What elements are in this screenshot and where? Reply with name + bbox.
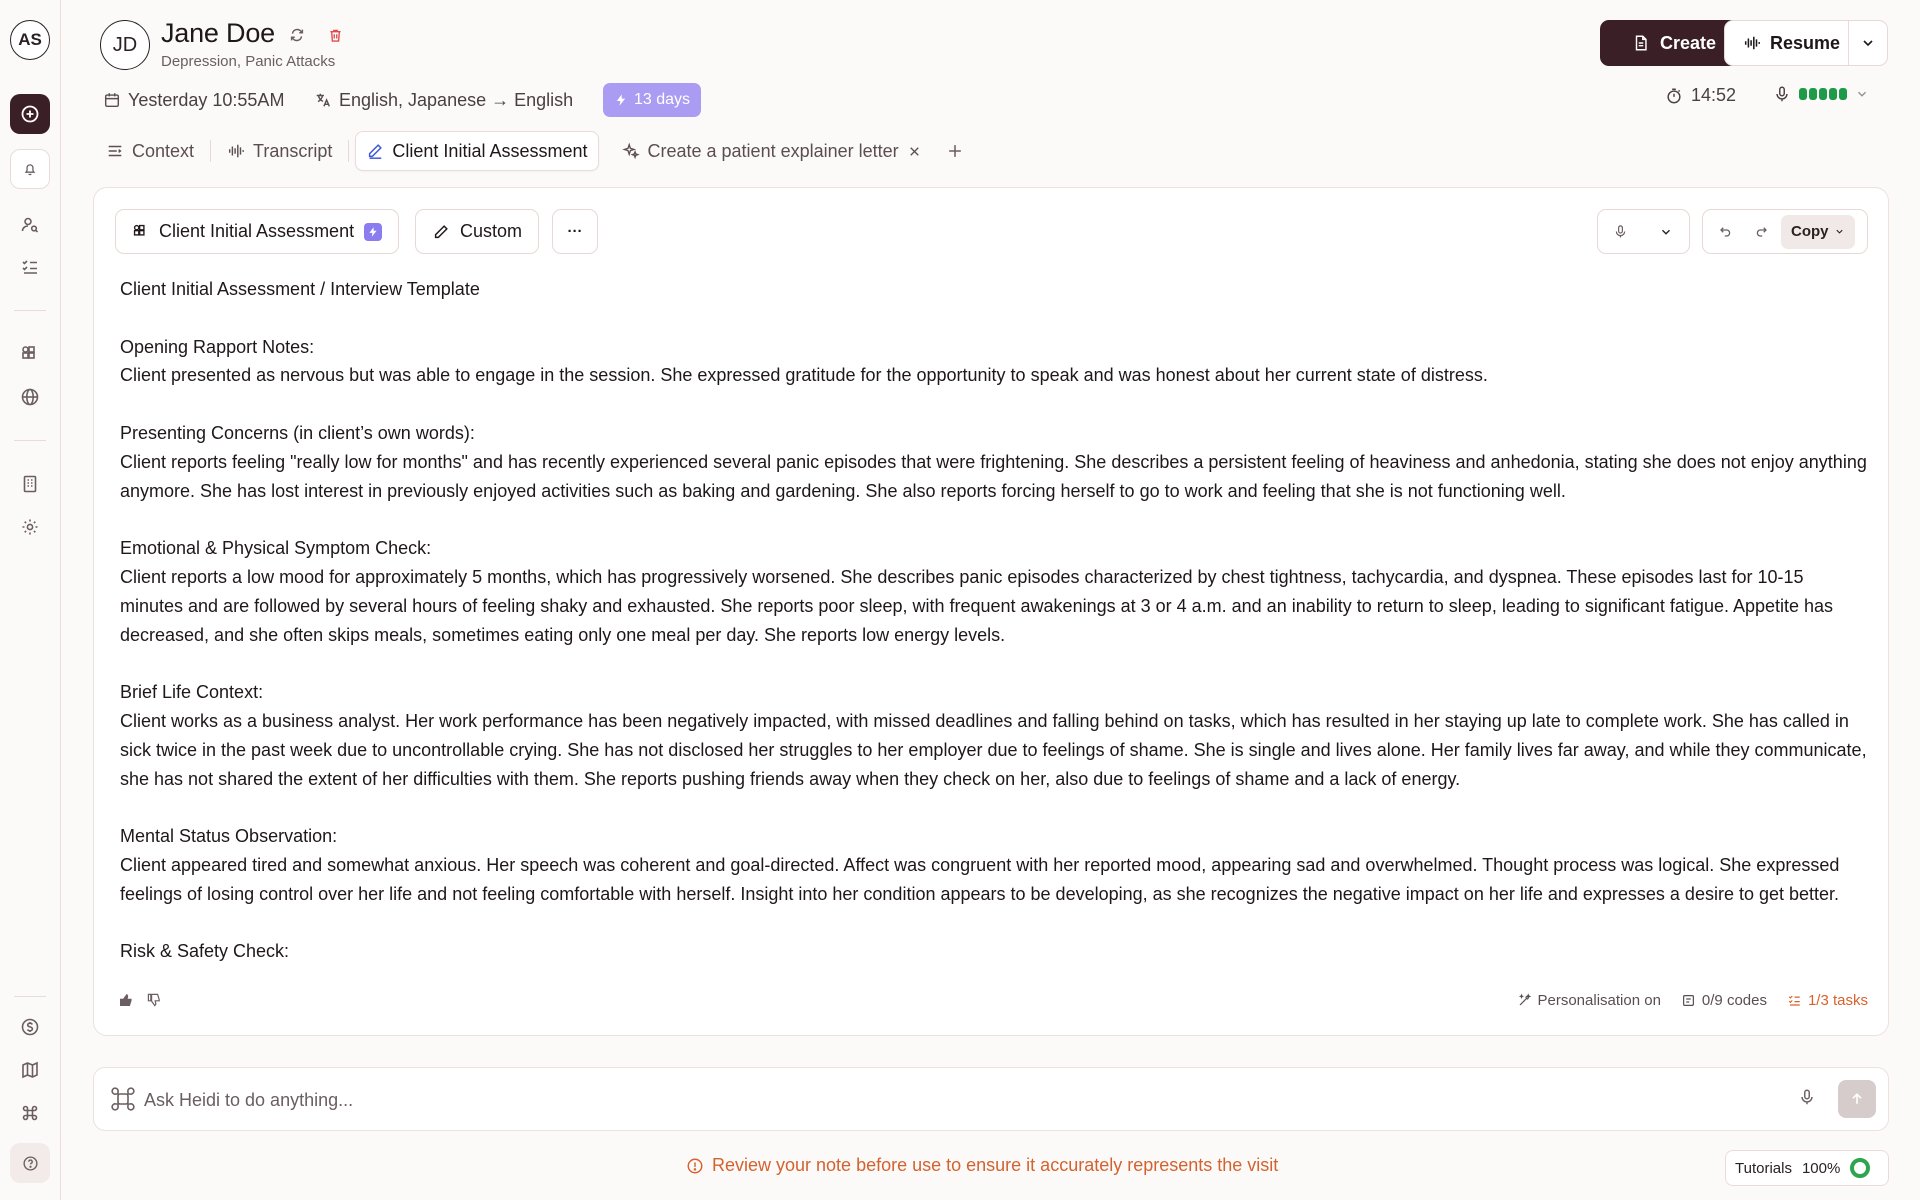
timer-value: 14:52 (1691, 85, 1737, 105)
note-spacer (120, 649, 1870, 678)
waveform-icon (1743, 34, 1761, 52)
task-list-icon (1787, 993, 1802, 1008)
codes-label: 0/9 codes (1701, 992, 1767, 1009)
custom-label: Custom (460, 221, 523, 241)
note-body[interactable] (120, 275, 1870, 975)
redo-icon (1754, 224, 1769, 239)
rail-divider (14, 310, 46, 311)
ask-input[interactable] (144, 1080, 1744, 1120)
ask-heidi-bar (93, 1067, 1889, 1131)
note-paragraph: Emotional & Physical Symptom Check: (120, 538, 432, 559)
waveform-icon (227, 142, 245, 160)
community-button[interactable] (10, 377, 50, 417)
gear-icon (20, 517, 40, 537)
left-rail (0, 0, 61, 1200)
templates-icon (132, 223, 149, 240)
tab-divider (605, 140, 606, 162)
thumbs-up-button[interactable] (118, 992, 134, 1008)
thumbs-down-button[interactable] (146, 992, 162, 1008)
mic-level-indicator (1799, 88, 1847, 100)
note-paragraph: Mental Status Observation: (120, 826, 338, 847)
note-paragraph: Client reports a low mood for approximately 5 months, which has progressively worsened. She describes panic episodes characterized by chest tightness, tachycardia, and dyspnea. These episodes last for 10-15 minutes and are followed by several hours of feeling shaky and exhausted. She reports poor sleep, with frequent awakenings at 3 or 4 a.m. and an inability to return to sleep, leading to significant fatigue. Appetite has decreased, and she often skips meals, sometimes eating only one meal per day. She reports low energy levels. (120, 566, 1839, 645)
codes-button[interactable] (1681, 992, 1767, 1009)
tab-bar (96, 131, 964, 171)
note-spacer (120, 390, 1870, 419)
sync-button[interactable] (287, 25, 307, 45)
microphone-icon (1798, 1088, 1816, 1106)
send-button[interactable] (1838, 1080, 1876, 1118)
notifications-button[interactable] (10, 149, 50, 189)
tasks-button[interactable] (10, 247, 50, 287)
microphone-icon (1613, 224, 1628, 239)
pencil-icon (432, 223, 450, 241)
warning-text: Review your note before use to ensure it accurately represents the visit (712, 1155, 1279, 1175)
delete-session-button[interactable] (325, 25, 345, 45)
sparkles-icon (622, 142, 640, 160)
undo-button[interactable] (1709, 216, 1741, 248)
plus-circle-icon (20, 104, 40, 124)
thumbs-down-icon (146, 992, 162, 1008)
add-tab-button[interactable] (946, 142, 964, 160)
tab-label: Create a patient explainer letter (647, 140, 899, 161)
document-icon (1632, 34, 1650, 52)
copy-button[interactable] (1781, 215, 1855, 249)
templates-icon (20, 344, 40, 364)
translate-icon (314, 91, 332, 109)
shortcuts-button[interactable] (10, 1093, 50, 1133)
ellipsis-icon: ··· (567, 223, 583, 240)
close-icon[interactable] (907, 144, 922, 159)
note-paragraph: Client reports feeling "really low for months" and has recently experienced several panic episodes that were frightening. She describes a persistent feeling of heaviness and anhedonia, stating she does not enjoy anything anymore. She has lost interest in previously enjoyed activities such as baking and gardening. She also reports forcing herself to go to work and feeling that she is not functioning well. (120, 451, 1872, 501)
note-status (1517, 992, 1869, 1009)
template-selector[interactable] (115, 209, 399, 254)
help-button[interactable] (10, 1143, 50, 1183)
dollar-circle-icon (20, 1017, 40, 1037)
tab-divider (210, 140, 211, 162)
note-paragraph: Client appeared tired and somewhat anxious. Her speech was coherent and goal-directed. Affect was congruent with her reported mood, appearing sad and overwhelmed. Thought process was logical. She expressed feelings of losing control over her life and not feeling comfortable with herself. Insight into her condition appears to be developing, as she recognizes the negative impact on her life and expresses a desire to get better. (120, 854, 1845, 904)
resume-main[interactable] (1725, 21, 1849, 65)
create-label: Create (1659, 32, 1717, 53)
template-label: Client Initial Assessment (159, 221, 355, 241)
thumbs-up-icon (118, 992, 134, 1008)
tab-divider (348, 140, 349, 162)
patient-name[interactable]: Jane Doe (161, 18, 275, 48)
tab-label: Context (132, 140, 195, 161)
guides-button[interactable] (10, 1050, 50, 1090)
dictate-button[interactable] (1598, 210, 1644, 253)
redo-button[interactable] (1745, 216, 1777, 248)
billing-button[interactable] (10, 1007, 50, 1047)
calendar-icon (103, 91, 121, 109)
note-paragraph: Opening Rapport Notes: (120, 336, 315, 357)
tasks-label: 1/3 tasks (1807, 992, 1868, 1009)
tasks-button[interactable] (1787, 992, 1868, 1009)
language-label: English, Japanese → English (339, 89, 574, 110)
days-badge-label: 13 days (633, 91, 691, 108)
ai-sparkle-icon (364, 223, 382, 241)
rail-divider (14, 440, 46, 441)
user-avatar[interactable]: AS (10, 20, 50, 60)
note-spacer (120, 304, 1870, 333)
note-paragraph: Brief Life Context: (120, 682, 264, 703)
note-paragraph: Client presented as nervous but was able to engage in the session. She expressed gratitude for the opportunity to speak and was honest about her current state of distress. (120, 365, 1488, 386)
note-paragraph: Client works as a business analyst. Her work performance has been negatively impacted, with missed deadlines and falling behind on tasks, which has resulted in her staying up late to complete work. She has called in sick twice in the past week due to uncontrollable crying. She has not disclosed her struggles to her employer due to feelings of shame. She is single and lives alone. Her family lives far away, and while they communicate, she has not shared the extent of her difficulties with them. She reports pushing friends away when they check on her, also due to feelings of shame and a lack of energy. (120, 710, 1872, 789)
chevron-down-icon (1659, 225, 1673, 239)
dictate-dropdown[interactable] (1644, 210, 1690, 253)
copy-label: Copy (1791, 223, 1829, 240)
heidi-logo-icon (110, 1086, 136, 1112)
tab-label: Transcript (253, 140, 333, 161)
tutorials-progress: 100% (1801, 1159, 1841, 1177)
new-session-button[interactable] (10, 94, 50, 134)
lightning-icon (614, 93, 628, 107)
plus-icon (946, 142, 964, 160)
note-spacer (120, 793, 1870, 822)
tutorials-label: Tutorials (1735, 1159, 1792, 1177)
user-search-icon (20, 215, 40, 235)
checklist-icon (20, 257, 40, 277)
more-options-button[interactable] (552, 209, 598, 254)
stopwatch-icon (1665, 87, 1683, 105)
team-button[interactable] (10, 464, 50, 504)
tab-patient-explainer-letter[interactable] (612, 131, 932, 171)
edit-controls (1702, 209, 1868, 254)
resume-button[interactable] (1724, 20, 1888, 66)
note-paragraph: Client Initial Assessment / Interview Template (120, 279, 480, 299)
tutorials-button[interactable] (1725, 1150, 1889, 1186)
resume-dropdown[interactable] (1849, 35, 1887, 51)
tab-transcript[interactable] (217, 131, 342, 171)
alert-circle-icon (686, 1157, 704, 1175)
codes-icon (1681, 993, 1696, 1008)
note-spacer (120, 909, 1870, 938)
bell-icon (22, 161, 38, 177)
command-icon (20, 1103, 40, 1123)
settings-button[interactable] (10, 507, 50, 547)
days-badge[interactable] (603, 83, 701, 117)
feedback-controls (118, 992, 162, 1008)
chevron-down-icon (1860, 35, 1876, 51)
note-card (93, 187, 1889, 1036)
patient-conditions: Depression, Panic Attacks (161, 53, 336, 70)
trash-icon (327, 27, 344, 44)
patient-avatar: JD (100, 20, 150, 70)
note-paragraph: Risk & Safety Check: (120, 941, 290, 962)
sync-icon (288, 26, 306, 44)
building-icon (20, 474, 40, 494)
ask-mic-button[interactable] (1798, 1088, 1816, 1106)
personalisation-toggle[interactable] (1517, 992, 1661, 1009)
rail-divider (14, 996, 46, 997)
resume-label: Resume (1770, 32, 1841, 53)
progress-ring-icon (1850, 1158, 1870, 1178)
magic-wand-icon (1517, 993, 1532, 1008)
mic-selector[interactable] (1773, 85, 1869, 103)
personalisation-label: Personalisation on (1537, 992, 1661, 1009)
session-timer (1665, 85, 1736, 106)
chevron-down-icon (1834, 226, 1845, 237)
tab-label: Client Initial Assessment (392, 140, 588, 161)
arrow-up-icon (1849, 1091, 1865, 1107)
lines-icon (106, 142, 124, 160)
help-circle-icon (22, 1155, 39, 1172)
pen-icon (366, 142, 384, 160)
dictation-controls (1597, 209, 1690, 254)
map-icon (20, 1060, 40, 1080)
globe-icon (20, 387, 40, 407)
microphone-icon (1773, 85, 1791, 103)
language-selector[interactable] (314, 89, 573, 111)
custom-button[interactable] (415, 209, 539, 254)
undo-icon (1718, 224, 1733, 239)
tab-context[interactable] (96, 131, 204, 171)
session-date[interactable] (103, 89, 284, 111)
note-footer (94, 988, 1888, 1018)
chevron-down-icon (1855, 87, 1869, 101)
tab-client-initial-assessment[interactable] (355, 131, 598, 171)
templates-button[interactable] (10, 334, 50, 374)
review-warning (686, 1155, 1278, 1176)
patients-button[interactable] (10, 205, 50, 245)
note-paragraph: Presenting Concerns (in client’s own words): (120, 422, 475, 443)
session-date-label: Yesterday 10:55AM (128, 89, 285, 110)
note-spacer (120, 505, 1870, 534)
